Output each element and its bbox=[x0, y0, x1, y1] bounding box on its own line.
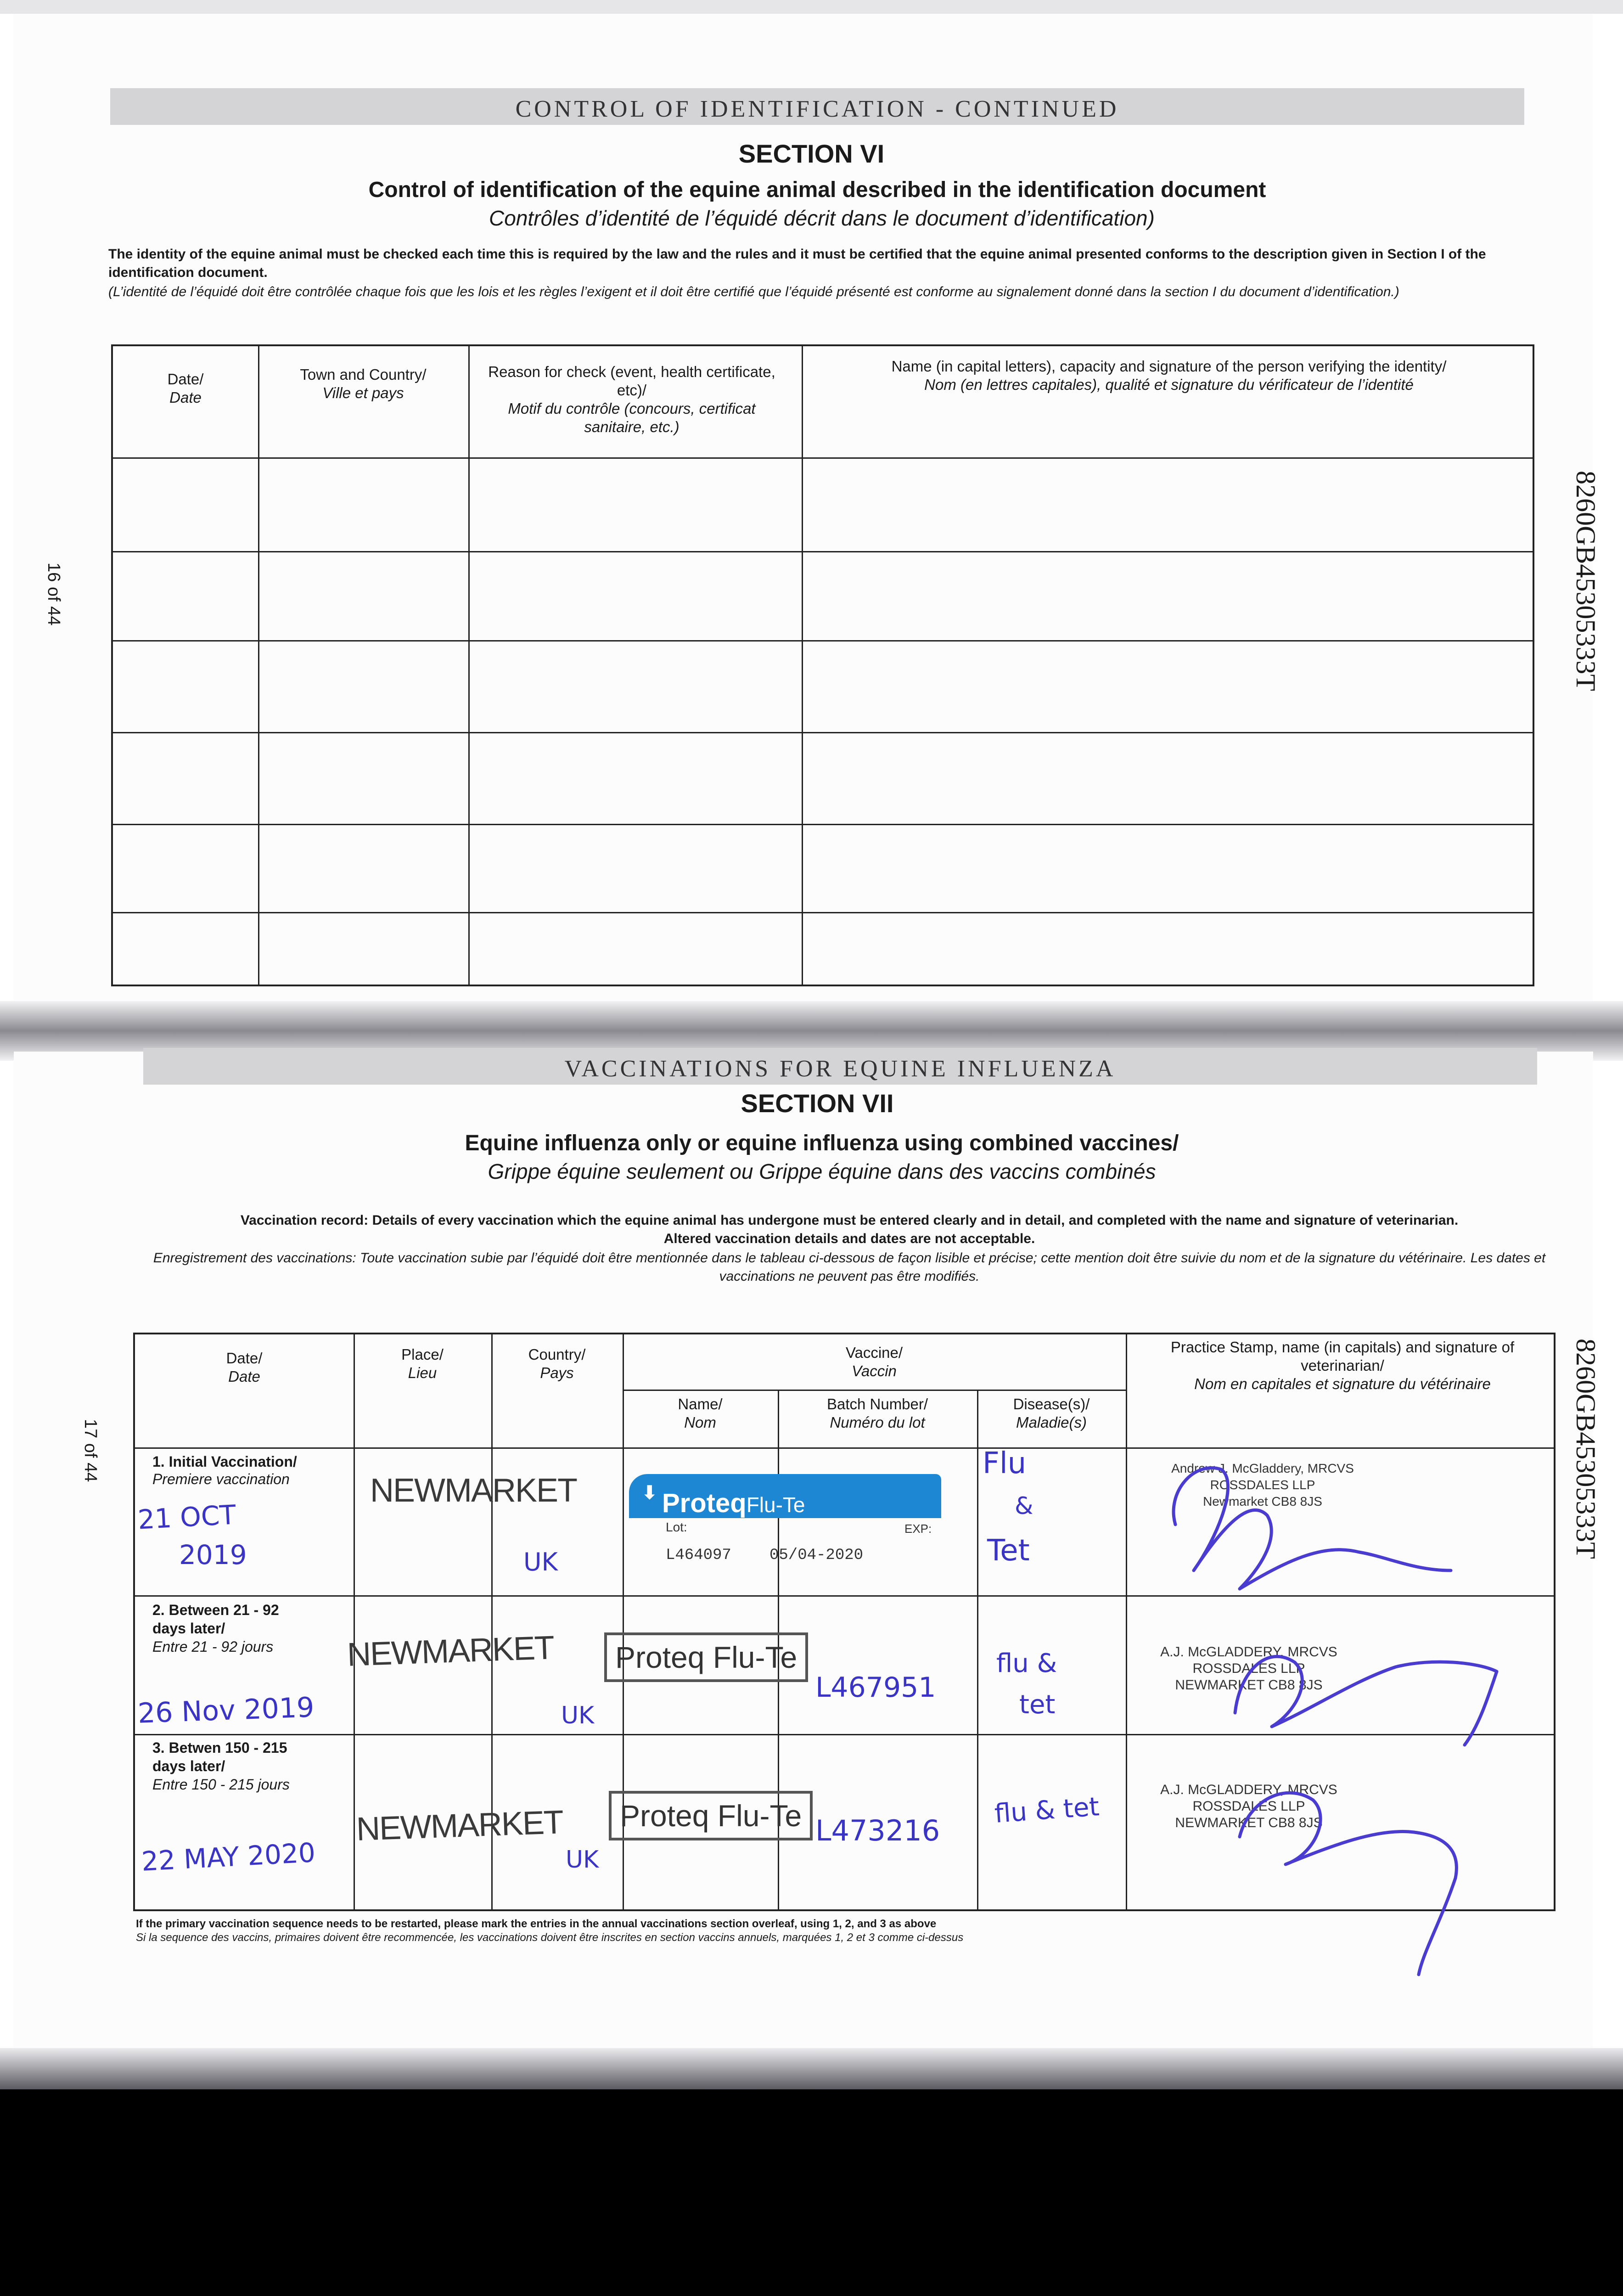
row1-date-line2: 2019 bbox=[179, 1539, 247, 1570]
col-header-batch: Batch Number/ Numéro du lot bbox=[826, 1396, 928, 1431]
col-header-vaccine-name: Name/ Nom bbox=[678, 1396, 723, 1431]
signature-row1 bbox=[1174, 1468, 1451, 1589]
row1-date-line1: 21 OCT bbox=[137, 1499, 237, 1536]
down-arrow-icon: ⬇ bbox=[642, 1483, 657, 1503]
col-header-vaccine: Vaccine/ Vaccin bbox=[845, 1344, 903, 1379]
col-header-reason: Reason for check (event, health certificate, etc)/ Motif du contrôle (concours, certificat sanitaire, etc.) bbox=[488, 363, 775, 435]
sticker-lot-number: L464097 bbox=[666, 1547, 731, 1564]
footnote-fr: Si la sequence des vaccins, primaires doivent être recommencée, les vaccinations doivent être inscrites en section vaccins annuels, marquées 1, 2 et 3 comme ci-dessus bbox=[136, 1931, 964, 1944]
row-label-second: 2. Between 21 - 92 days later/ Entre 21 - 92 jours bbox=[152, 1602, 279, 1655]
page-title-en: Control of identification of the equine animal described in the identification document bbox=[368, 178, 1266, 202]
page-title-fr: Contrôles d’identité de l’équidé décrit dans le document d’identification) bbox=[489, 206, 1155, 230]
row1-practice-stamp: Andrew J. McGladdery, MRCVS ROSSDALES LLP Newmarket CB8 8JS bbox=[1171, 1461, 1354, 1508]
instructions-en: The identity of the equine animal must be checked each time this is required by the law and the rules and it must be certified that the equine animal presented conforms to the description given in Section I of the identification document. bbox=[108, 247, 1486, 280]
sticker-exp-caption: EXP: bbox=[904, 1522, 932, 1536]
row2-country: UK bbox=[561, 1702, 595, 1729]
col-header-town-country: Town and Country/ Ville et pays bbox=[300, 366, 427, 401]
col-header-place: Place/ Lieu bbox=[401, 1346, 444, 1381]
vaccination-instructions-en: Vaccination record: Details of every vaccination which the equine animal has undergone must be entered clearly and in detail, and completed with the name and signature of veterinarian. Altered vaccination details and dates are not acceptable. bbox=[240, 1213, 1459, 1246]
instructions-fr: (L’identité de l’équidé doit être contrôlée chaque fois que les lois et les règles l’exigent et il doit être certifié que l’équidé présenté est conforme au signalement donné dans la section I du document d’identification.) bbox=[108, 284, 1399, 299]
page-number-17: 17 of 44 bbox=[81, 1419, 100, 1482]
row1-disease-line1: Flu bbox=[983, 1446, 1027, 1480]
row-label-third: 3. Betwen 150 - 215 days later/ Entre 150 - 215 jours bbox=[152, 1739, 290, 1793]
row2-batch: L467951 bbox=[815, 1671, 936, 1704]
row3-vaccine-stamp: Proteq Flu-Te bbox=[609, 1791, 813, 1840]
row1-place-stamp: NEWMARKET bbox=[370, 1472, 577, 1509]
band-title: VACCINATIONS FOR EQUINE INFLUENZA bbox=[564, 1056, 1116, 1082]
row3-disease: flu & tet bbox=[994, 1792, 1101, 1829]
row2-practice-stamp: A.J. McGLADDERY, MRCVS ROSSDALES LLP NEWMARKET CB8 8JS bbox=[1160, 1644, 1337, 1693]
section-heading: SECTION VI bbox=[738, 139, 885, 168]
row3-date: 22 MAY 2020 bbox=[140, 1837, 316, 1877]
row3-place-stamp: NEWMARKET bbox=[355, 1804, 564, 1848]
page-title-en: Equine influenza only or equine influenza using combined vaccines/ bbox=[465, 1131, 1179, 1155]
signature-row3 bbox=[1240, 1793, 1456, 1975]
col-header-date: Date/ Date bbox=[167, 371, 204, 406]
passport-number-bottom: 8260GB45305333T bbox=[1571, 1339, 1601, 1559]
signature-row2 bbox=[1235, 1656, 1497, 1745]
row3-practice-stamp: A.J. McGLADDERY, MRCVS ROSSDALES LLP NEWMARKET CB8 8JS bbox=[1160, 1782, 1337, 1830]
row2-disease-line2: tet bbox=[1019, 1690, 1056, 1720]
row1-disease-line2: & bbox=[1015, 1492, 1033, 1520]
row2-vaccine-stamp: Proteq Flu-Te bbox=[604, 1632, 808, 1682]
footnote-en: If the primary vaccination sequence needs to be restarted, please mark the entries in the annual vaccinations section overleaf, using 1, 2, and 3 as above bbox=[136, 1918, 937, 1930]
vaccination-instructions-fr: Enregistrement des vaccinations: Toute vaccination subie par l’équidé doit être mentionnée dans le tableau ci-dessous de façon lisible et précise; cette mention doit être suivie du nom et de la signature du vétérinaire. Les dates et vaccinations ne peuvent pas être modifiés. bbox=[153, 1250, 1546, 1284]
section-heading: SECTION VII bbox=[741, 1089, 894, 1118]
col-header-practice-stamp: Practice Stamp, name (in capitals) and signature of veterinarian/ Nom en capitales et signature du vétérinaire bbox=[1170, 1339, 1515, 1392]
band-title: CONTROL OF IDENTIFICATION - CONTINUED bbox=[515, 96, 1119, 122]
page-number-16: 16 of 44 bbox=[44, 563, 63, 626]
row2-disease-line1: flu & bbox=[996, 1649, 1057, 1678]
vaccination-record-label: Vaccination record: bbox=[240, 1213, 369, 1228]
row3-batch: L473216 bbox=[815, 1814, 940, 1847]
row2-date: 26 Nov 2019 bbox=[137, 1691, 315, 1730]
col-header-disease: Disease(s)/ Maladie(s) bbox=[1013, 1396, 1090, 1431]
row3-country: UK bbox=[566, 1846, 599, 1874]
passport-number-top: 8260GB45305333T bbox=[1571, 471, 1601, 691]
sticker-brand: ProteqFlu-Te bbox=[662, 1488, 805, 1518]
row2-place-stamp: NEWMARKET bbox=[346, 1629, 555, 1673]
col-header-verifier: Name (in capital letters), capacity and signature of the person verifying the identity/ Nom (en lettres capitales), qualité et signature du vérificateur de l’identité bbox=[891, 358, 1447, 393]
row1-disease-line3: Tet bbox=[987, 1534, 1030, 1568]
page-title-fr: Grippe équine seulement ou Grippe équine dans des vaccins combinés bbox=[488, 1159, 1156, 1183]
col-header-country: Country/ Pays bbox=[528, 1346, 586, 1381]
row1-country: UK bbox=[523, 1548, 558, 1576]
sticker-lot-caption: Lot: bbox=[666, 1520, 687, 1534]
col-header-date: Date/ Date bbox=[226, 1350, 263, 1385]
row-label-initial: 1. Initial Vaccination/ Premiere vaccination bbox=[152, 1453, 297, 1487]
sticker-exp-date: 05/04-2020 bbox=[769, 1547, 864, 1564]
